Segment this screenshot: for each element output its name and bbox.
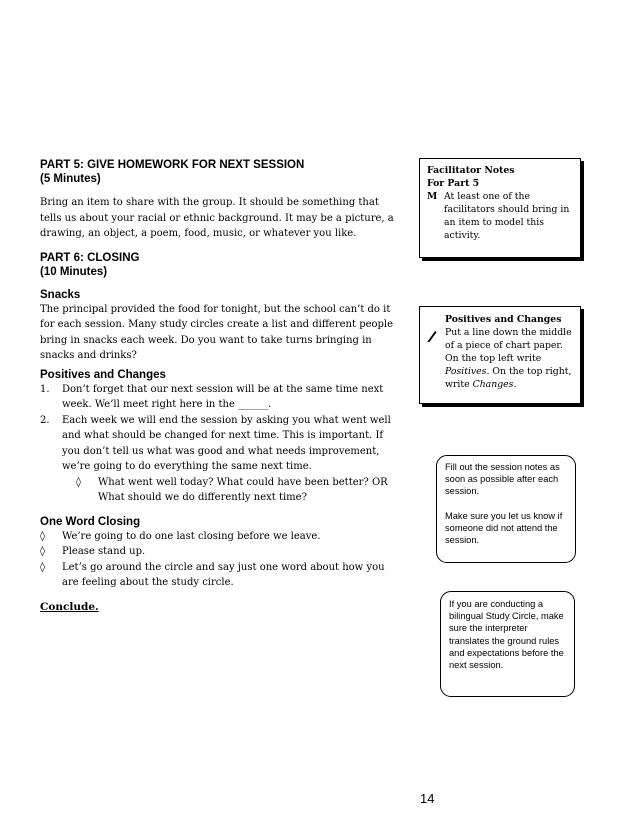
note-marker: M bbox=[427, 191, 438, 202]
snacks-body: The principal provided the food for tonight, but the school can’t do it for each session. Many study circles create a list and different people bring in snacks each week. Do you want to take turns bringing in snacks and drinks? bbox=[40, 303, 394, 361]
list-item-text: We’re going to do one last closing before we leave. bbox=[62, 530, 321, 542]
conclude-text: Conclude. bbox=[40, 600, 99, 613]
sub-item bbox=[62, 475, 402, 506]
main-column bbox=[40, 158, 402, 615]
diamond-bullet-icon: ◊ bbox=[76, 476, 81, 488]
callout-paragraph: If you are conducting a bilingual Study Circle, make sure the interpreter translates the ground rules and expectations before the next session. bbox=[449, 599, 564, 671]
positives-changes-title: Positives and Changes bbox=[445, 314, 562, 325]
callout-paragraph: Make sure you let us know if someone did not attend the session. bbox=[445, 510, 563, 546]
diamond-bullet-icon: ◊ bbox=[40, 561, 45, 573]
instruction-text: . bbox=[513, 379, 517, 390]
pencil-icon bbox=[425, 328, 437, 342]
list-item-text: Let’s go around the circle and say just one word about how you are feeling about the study circle. bbox=[62, 561, 385, 588]
list-item bbox=[40, 382, 402, 413]
part5-heading: PART 5: GIVE HOMEWORK FOR NEXT SESSION bbox=[40, 159, 305, 171]
facilitator-note-item bbox=[427, 190, 573, 242]
list-item-text: Don’t forget that our next session will be at the same time next week. We’ll meet right here in the ______. bbox=[62, 383, 384, 410]
snacks-heading: Snacks bbox=[40, 288, 81, 301]
one-word-list bbox=[40, 529, 402, 591]
part5-body: Bring an item to share with the group. It should be something that tells us about your racial or ethnic background. It may be a picture, a drawing, an object, a poem, food, music, or whatever you like. bbox=[40, 197, 394, 239]
instruction-text: Put a line down the middle of a piece of chart paper. On the top left write bbox=[445, 327, 572, 364]
part5-duration: (5 Minutes) bbox=[40, 173, 101, 185]
part6-heading: PART 6: CLOSING bbox=[40, 251, 140, 264]
list-item-text: Each week we will end the session by asking you what went well and what should be changed for next time. This is important. If you don’t tell us what was good and what needs improvement, we’re going to do everything the same next time. bbox=[62, 414, 391, 472]
facilitator-notes-box bbox=[419, 158, 581, 258]
facilitator-notes-subtitle: For Part 5 bbox=[427, 178, 480, 189]
list-item bbox=[40, 560, 402, 591]
one-word-heading: One Word Closing bbox=[40, 515, 141, 528]
changes-word: Changes bbox=[472, 379, 514, 390]
bilingual-callout bbox=[440, 591, 575, 697]
instruction-text: . On the top right, write bbox=[445, 366, 572, 390]
positives-changes-text bbox=[445, 326, 572, 391]
facilitator-note-text: At least one of the facilitators should bring in an item to model this activity. bbox=[444, 191, 570, 241]
list-item bbox=[40, 544, 402, 560]
diamond-bullet-icon: ◊ bbox=[40, 530, 45, 542]
positives-heading: Positives and Changes bbox=[40, 368, 166, 381]
positives-changes-box bbox=[419, 306, 581, 404]
diamond-bullet-icon: ◊ bbox=[40, 546, 45, 557]
list-item-text: Please stand up. bbox=[62, 546, 146, 557]
list-number: 2. bbox=[40, 414, 50, 426]
sub-item-text: What went well today? What could have been better? OR What should we do differently next time? bbox=[98, 476, 388, 503]
part6-duration: (10 Minutes) bbox=[40, 265, 108, 278]
callout-paragraph: Fill out the session notes as soon as possible after each session. bbox=[445, 462, 560, 497]
facilitator-notes-title: Facilitator Notes bbox=[427, 165, 515, 176]
list-item bbox=[40, 529, 402, 545]
positives-word: Positives bbox=[445, 366, 487, 377]
session-notes-callout bbox=[436, 455, 576, 563]
page-number: 14 bbox=[420, 791, 435, 806]
list-number: 1. bbox=[40, 383, 50, 395]
positives-list bbox=[40, 382, 402, 506]
list-item bbox=[40, 413, 402, 506]
